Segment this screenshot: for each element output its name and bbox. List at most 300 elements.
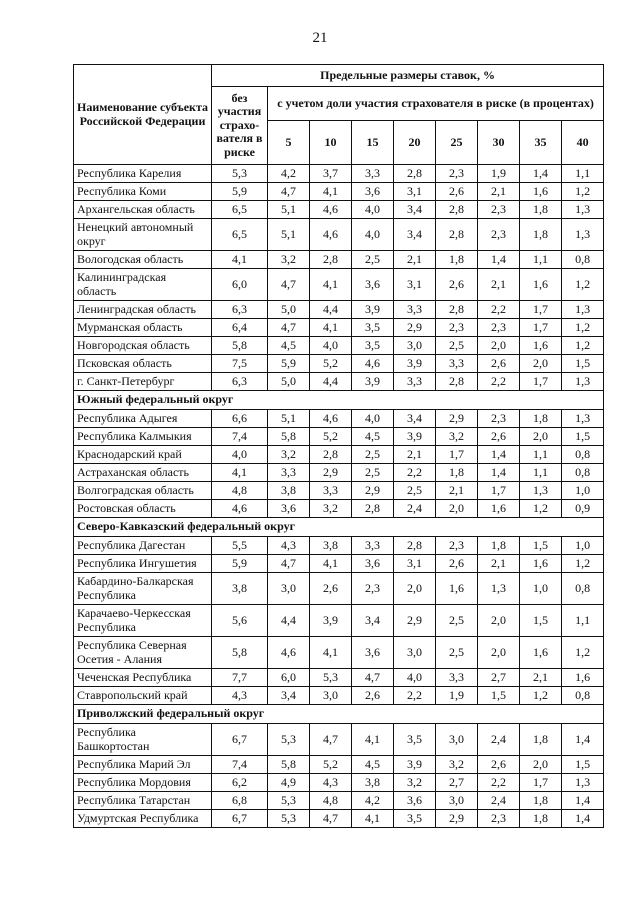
- region-name: Республика Татарстан: [74, 792, 212, 810]
- rate-value: 3,3: [352, 537, 394, 555]
- rate-value: 4,4: [268, 605, 310, 637]
- rate-value: 3,0: [268, 573, 310, 605]
- rate-value: 4,5: [352, 428, 394, 446]
- rate-value: 2,9: [436, 810, 478, 828]
- rate-value: 1,5: [520, 537, 562, 555]
- rate-no-participation: 6,4: [212, 319, 268, 337]
- rate-value: 2,3: [352, 573, 394, 605]
- rate-value: 3,8: [268, 482, 310, 500]
- region-name: Чеченская Республика: [74, 669, 212, 687]
- rate-value: 1,3: [562, 774, 604, 792]
- rate-value: 2,2: [394, 687, 436, 705]
- rate-value: 2,2: [394, 464, 436, 482]
- rate-value: 4,3: [268, 537, 310, 555]
- rate-value: 1,1: [562, 165, 604, 183]
- rate-value: 0,8: [562, 464, 604, 482]
- rate-value: 3,6: [352, 269, 394, 301]
- rate-value: 4,1: [310, 319, 352, 337]
- share-header: 20: [394, 121, 436, 165]
- rate-value: 3,5: [352, 337, 394, 355]
- rate-value: 1,1: [520, 446, 562, 464]
- rate-value: 1,2: [562, 319, 604, 337]
- rate-value: 3,6: [352, 555, 394, 573]
- region-name: Республика Дагестан: [74, 537, 212, 555]
- rate-value: 1,8: [520, 410, 562, 428]
- region-name: Кабардино-Балкарская Республика: [74, 573, 212, 605]
- rate-value: 1,8: [436, 464, 478, 482]
- rate-value: 4,7: [268, 269, 310, 301]
- table-row: [74, 669, 604, 687]
- share-header: 25: [436, 121, 478, 165]
- rate-value: 4,4: [310, 301, 352, 319]
- rate-value: 1,7: [436, 446, 478, 464]
- rate-value: 2,0: [478, 637, 520, 669]
- rate-value: 1,6: [562, 669, 604, 687]
- rate-value: 1,4: [562, 810, 604, 828]
- rate-value: 2,1: [478, 555, 520, 573]
- rate-value: 4,6: [310, 219, 352, 251]
- rate-value: 3,2: [436, 428, 478, 446]
- region-name: Новгородская область: [74, 337, 212, 355]
- rate-value: 1,2: [562, 555, 604, 573]
- rate-value: 1,1: [562, 605, 604, 637]
- rate-value: 1,3: [562, 373, 604, 391]
- table-row: [74, 537, 604, 555]
- rate-value: 4,6: [268, 637, 310, 669]
- table-row: [74, 792, 604, 810]
- rate-value: 2,3: [436, 319, 478, 337]
- table-row: [74, 373, 604, 391]
- region-name: Республика Коми: [74, 183, 212, 201]
- rate-value: 2,6: [436, 183, 478, 201]
- rate-value: 3,3: [436, 669, 478, 687]
- region-name: Республика Калмыкия: [74, 428, 212, 446]
- rate-value: 2,8: [310, 446, 352, 464]
- rate-no-participation: 6,6: [212, 410, 268, 428]
- table-row: [74, 446, 604, 464]
- rate-value: 1,4: [478, 251, 520, 269]
- rate-value: 4,5: [352, 756, 394, 774]
- rate-value: 1,2: [562, 269, 604, 301]
- rate-no-participation: 6,0: [212, 269, 268, 301]
- table-row: [74, 337, 604, 355]
- rate-no-participation: 4,8: [212, 482, 268, 500]
- region-name: Республика Адыгея: [74, 410, 212, 428]
- rate-value: 1,2: [520, 500, 562, 518]
- rate-value: 5,8: [268, 428, 310, 446]
- rate-value: 1,4: [478, 446, 520, 464]
- rate-no-participation: 6,8: [212, 792, 268, 810]
- rate-value: 3,9: [310, 605, 352, 637]
- rate-value: 2,9: [394, 319, 436, 337]
- rate-value: 2,5: [394, 482, 436, 500]
- rate-value: 1,4: [520, 165, 562, 183]
- region-name: Астраханская область: [74, 464, 212, 482]
- share-header: 5: [268, 121, 310, 165]
- rate-value: 3,8: [352, 774, 394, 792]
- rate-no-participation: 6,3: [212, 301, 268, 319]
- rate-value: 4,2: [268, 165, 310, 183]
- rate-value: 0,8: [562, 251, 604, 269]
- rate-value: 3,5: [394, 724, 436, 756]
- rate-value: 4,7: [268, 183, 310, 201]
- rate-value: 3,9: [394, 756, 436, 774]
- rate-value: 3,1: [394, 183, 436, 201]
- rate-limits-header: Предельные размеры ставок, %: [212, 65, 604, 87]
- share-header: 15: [352, 121, 394, 165]
- rate-value: 1,8: [520, 724, 562, 756]
- rate-value: 5,2: [310, 355, 352, 373]
- rate-value: 1,2: [520, 687, 562, 705]
- table-row: [74, 573, 604, 605]
- district-row: [74, 705, 604, 724]
- table-row: [74, 355, 604, 373]
- rate-value: 3,0: [436, 792, 478, 810]
- rate-no-participation: 5,5: [212, 537, 268, 555]
- district-heading: Северо-Кавказский федеральный округ: [74, 518, 604, 537]
- rate-no-participation: 6,5: [212, 201, 268, 219]
- rate-value: 3,3: [268, 464, 310, 482]
- rate-value: 3,0: [436, 724, 478, 756]
- rate-value: 4,1: [310, 183, 352, 201]
- no-participation-header: без участия страхо-вателя в риске: [212, 87, 268, 165]
- rate-value: 3,8: [310, 537, 352, 555]
- rate-value: 5,2: [310, 428, 352, 446]
- table-row: [74, 410, 604, 428]
- rate-no-participation: 6,7: [212, 724, 268, 756]
- rate-value: 2,7: [436, 774, 478, 792]
- table-body: [74, 165, 604, 828]
- rate-value: 1,1: [520, 251, 562, 269]
- rate-value: 1,3: [520, 482, 562, 500]
- rate-value: 1,5: [520, 605, 562, 637]
- rate-value: 3,4: [268, 687, 310, 705]
- rate-value: 2,1: [478, 183, 520, 201]
- region-name: Республика Ингушетия: [74, 555, 212, 573]
- rate-value: 2,6: [478, 756, 520, 774]
- rate-value: 2,3: [478, 219, 520, 251]
- rate-value: 3,1: [394, 269, 436, 301]
- rate-value: 1,7: [478, 482, 520, 500]
- rate-value: 1,6: [478, 500, 520, 518]
- rate-value: 3,3: [436, 355, 478, 373]
- rate-value: 3,2: [268, 446, 310, 464]
- rate-value: 1,8: [520, 810, 562, 828]
- rate-value: 1,6: [520, 637, 562, 669]
- rate-value: 2,0: [394, 573, 436, 605]
- rate-value: 5,1: [268, 219, 310, 251]
- rate-value: 3,0: [310, 687, 352, 705]
- rate-value: 4,3: [310, 774, 352, 792]
- with-participation-header: с учетом доли участия страхователя в риске (в процентах): [268, 87, 604, 121]
- rate-value: 2,5: [436, 337, 478, 355]
- rate-value: 1,4: [562, 792, 604, 810]
- rate-value: 3,4: [352, 605, 394, 637]
- rate-value: 2,3: [436, 537, 478, 555]
- rate-value: 1,2: [562, 337, 604, 355]
- rate-value: 2,9: [310, 464, 352, 482]
- rate-value: 4,1: [352, 810, 394, 828]
- rate-value: 2,9: [394, 605, 436, 637]
- rate-no-participation: 6,7: [212, 810, 268, 828]
- rate-value: 5,1: [268, 410, 310, 428]
- region-name: Мурманская область: [74, 319, 212, 337]
- region-name: Ленинградская область: [74, 301, 212, 319]
- rate-no-participation: 7,4: [212, 756, 268, 774]
- rate-value: 3,2: [436, 756, 478, 774]
- rate-no-participation: 5,8: [212, 337, 268, 355]
- table-row: [74, 810, 604, 828]
- share-header: 10: [310, 121, 352, 165]
- rate-value: 1,2: [562, 637, 604, 669]
- rate-no-participation: 5,8: [212, 637, 268, 669]
- rate-value: 2,5: [352, 464, 394, 482]
- rate-value: 3,4: [394, 410, 436, 428]
- rate-value: 3,0: [394, 637, 436, 669]
- region-name: Калининградская область: [74, 269, 212, 301]
- rate-no-participation: 4,1: [212, 251, 268, 269]
- table-row: [74, 301, 604, 319]
- rate-value: 5,3: [268, 792, 310, 810]
- rate-no-participation: 5,9: [212, 183, 268, 201]
- rate-value: 3,5: [352, 319, 394, 337]
- rate-value: 2,0: [478, 337, 520, 355]
- table-row: [74, 319, 604, 337]
- region-name: Удмуртская Республика: [74, 810, 212, 828]
- rate-value: 1,9: [436, 687, 478, 705]
- rate-value: 0,9: [562, 500, 604, 518]
- rate-value: 1,5: [478, 687, 520, 705]
- rate-value: 3,2: [268, 251, 310, 269]
- region-name: Архангельская область: [74, 201, 212, 219]
- rate-value: 5,0: [268, 301, 310, 319]
- rate-value: 4,7: [310, 810, 352, 828]
- district-row: [74, 391, 604, 410]
- rate-value: 3,4: [394, 201, 436, 219]
- region-name: Ставропольский край: [74, 687, 212, 705]
- rate-value: 2,2: [478, 301, 520, 319]
- rate-value: 5,0: [268, 373, 310, 391]
- rate-value: 1,6: [436, 573, 478, 605]
- rate-value: 3,3: [394, 373, 436, 391]
- rate-no-participation: 6,2: [212, 774, 268, 792]
- rate-value: 2,1: [394, 446, 436, 464]
- rate-value: 6,0: [268, 669, 310, 687]
- rate-value: 4,1: [310, 555, 352, 573]
- rate-value: 1,5: [562, 756, 604, 774]
- region-name: Ростовская область: [74, 500, 212, 518]
- table-row: [74, 201, 604, 219]
- table-row: [74, 251, 604, 269]
- rate-no-participation: 4,3: [212, 687, 268, 705]
- rate-value: 3,9: [352, 373, 394, 391]
- rate-value: 3,9: [394, 355, 436, 373]
- rate-value: 2,2: [478, 774, 520, 792]
- rate-value: 4,6: [352, 355, 394, 373]
- rate-value: 4,6: [310, 410, 352, 428]
- region-name: Республика Марий Эл: [74, 756, 212, 774]
- rate-value: 4,7: [268, 319, 310, 337]
- rate-value: 2,6: [436, 269, 478, 301]
- rate-no-participation: 5,6: [212, 605, 268, 637]
- rate-value: 1,7: [520, 774, 562, 792]
- rate-value: 5,2: [310, 756, 352, 774]
- rate-value: 4,8: [310, 792, 352, 810]
- rate-value: 2,8: [436, 201, 478, 219]
- rate-value: 4,2: [352, 792, 394, 810]
- table-row: [74, 637, 604, 669]
- rate-value: 1,8: [520, 219, 562, 251]
- rate-value: 3,2: [394, 774, 436, 792]
- rate-value: 0,8: [562, 573, 604, 605]
- rate-value: 3,4: [394, 219, 436, 251]
- rate-value: 2,1: [436, 482, 478, 500]
- share-header: 40: [562, 121, 604, 165]
- region-name: Псковская область: [74, 355, 212, 373]
- rate-no-participation: 7,5: [212, 355, 268, 373]
- rate-value: 4,7: [352, 669, 394, 687]
- rate-no-participation: 3,8: [212, 573, 268, 605]
- rate-value: 4,0: [394, 669, 436, 687]
- rate-value: 2,9: [352, 482, 394, 500]
- rate-value: 1,7: [520, 373, 562, 391]
- rate-value: 5,3: [310, 669, 352, 687]
- rate-value: 3,0: [394, 337, 436, 355]
- rate-value: 2,3: [478, 319, 520, 337]
- rate-value: 2,5: [352, 251, 394, 269]
- rate-value: 1,8: [520, 792, 562, 810]
- region-name: Ненецкий автономный округ: [74, 219, 212, 251]
- rate-value: 2,0: [436, 500, 478, 518]
- rate-value: 2,6: [436, 555, 478, 573]
- rate-value: 2,6: [478, 355, 520, 373]
- rate-value: 4,0: [352, 410, 394, 428]
- rate-value: 2,4: [394, 500, 436, 518]
- rate-value: 4,1: [310, 269, 352, 301]
- rate-value: 3,3: [352, 165, 394, 183]
- rate-no-participation: 5,3: [212, 165, 268, 183]
- rate-value: 2,8: [310, 251, 352, 269]
- rate-value: 4,6: [310, 201, 352, 219]
- rate-value: 2,0: [520, 355, 562, 373]
- table-row: [74, 687, 604, 705]
- rate-value: 0,8: [562, 446, 604, 464]
- table-row: [74, 464, 604, 482]
- rate-value: 3,9: [394, 428, 436, 446]
- rate-value: 4,9: [268, 774, 310, 792]
- rate-value: 2,1: [478, 269, 520, 301]
- rate-value: 1,7: [520, 319, 562, 337]
- share-header: 30: [478, 121, 520, 165]
- rate-no-participation: 7,4: [212, 428, 268, 446]
- district-heading: Приволжский федеральный округ: [74, 705, 604, 724]
- rate-value: 4,7: [310, 724, 352, 756]
- rate-value: 2,5: [436, 605, 478, 637]
- rate-value: 2,6: [352, 687, 394, 705]
- table-row: [74, 183, 604, 201]
- rate-value: 4,0: [310, 337, 352, 355]
- rate-no-participation: 4,1: [212, 464, 268, 482]
- rate-value: 2,0: [478, 605, 520, 637]
- rate-no-participation: 4,6: [212, 500, 268, 518]
- rate-value: 2,0: [520, 756, 562, 774]
- rate-value: 3,9: [352, 301, 394, 319]
- district-row: [74, 518, 604, 537]
- rate-value: 1,8: [436, 251, 478, 269]
- rate-value: 1,3: [562, 201, 604, 219]
- rate-value: 3,6: [352, 183, 394, 201]
- table-row: [74, 605, 604, 637]
- rate-value: 3,3: [394, 301, 436, 319]
- rate-value: 2,8: [436, 219, 478, 251]
- rate-value: 2,3: [478, 410, 520, 428]
- rate-value: 1,3: [562, 301, 604, 319]
- rate-value: 1,6: [520, 555, 562, 573]
- rate-value: 5,1: [268, 201, 310, 219]
- region-name: Волгоградская область: [74, 482, 212, 500]
- page-number: 21: [312, 30, 328, 46]
- table-row: [74, 724, 604, 756]
- region-name: Республика Мордовия: [74, 774, 212, 792]
- rate-value: 1,6: [520, 269, 562, 301]
- rate-value: 2,7: [478, 669, 520, 687]
- rate-value: 2,5: [436, 637, 478, 669]
- region-name: Республика Башкортостан: [74, 724, 212, 756]
- rate-value: 2,3: [436, 165, 478, 183]
- rate-value: 1,0: [520, 573, 562, 605]
- subject-column-header: Наименование субъекта Российской Федерации: [74, 65, 212, 165]
- table-row: [74, 165, 604, 183]
- rate-value: 2,4: [478, 792, 520, 810]
- rate-value: 5,8: [268, 756, 310, 774]
- region-name: г. Санкт-Петербург: [74, 373, 212, 391]
- rate-value: 0,8: [562, 687, 604, 705]
- rate-value: 1,3: [478, 573, 520, 605]
- rate-value: 2,0: [520, 428, 562, 446]
- district-heading: Южный федеральный округ: [74, 391, 604, 410]
- rate-value: 4,1: [310, 637, 352, 669]
- rate-value: 4,0: [352, 219, 394, 251]
- rate-value: 1,0: [562, 537, 604, 555]
- rate-value: 1,5: [562, 428, 604, 446]
- rate-value: 2,8: [394, 537, 436, 555]
- rate-no-participation: 7,7: [212, 669, 268, 687]
- rate-value: 2,8: [394, 165, 436, 183]
- rate-value: 1,6: [520, 337, 562, 355]
- rate-value: 5,9: [268, 355, 310, 373]
- rate-value: 5,3: [268, 724, 310, 756]
- region-name: Карачаево-Черкесская Республика: [74, 605, 212, 637]
- rate-value: 2,1: [394, 251, 436, 269]
- rate-value: 4,5: [268, 337, 310, 355]
- rate-value: 3,5: [394, 810, 436, 828]
- rate-value: 1,3: [562, 219, 604, 251]
- rate-value: 4,0: [352, 201, 394, 219]
- table-row: [74, 269, 604, 301]
- rate-value: 1,6: [520, 183, 562, 201]
- rate-value: 1,1: [520, 464, 562, 482]
- rate-value: 2,8: [436, 373, 478, 391]
- table-row: [74, 428, 604, 446]
- rate-value: 1,2: [562, 183, 604, 201]
- table-row: [74, 219, 604, 251]
- table-row: [74, 482, 604, 500]
- rate-no-participation: 6,5: [212, 219, 268, 251]
- rate-value: 1,7: [520, 301, 562, 319]
- table-header: [74, 65, 604, 165]
- rate-no-participation: 4,0: [212, 446, 268, 464]
- rate-value: 3,2: [310, 500, 352, 518]
